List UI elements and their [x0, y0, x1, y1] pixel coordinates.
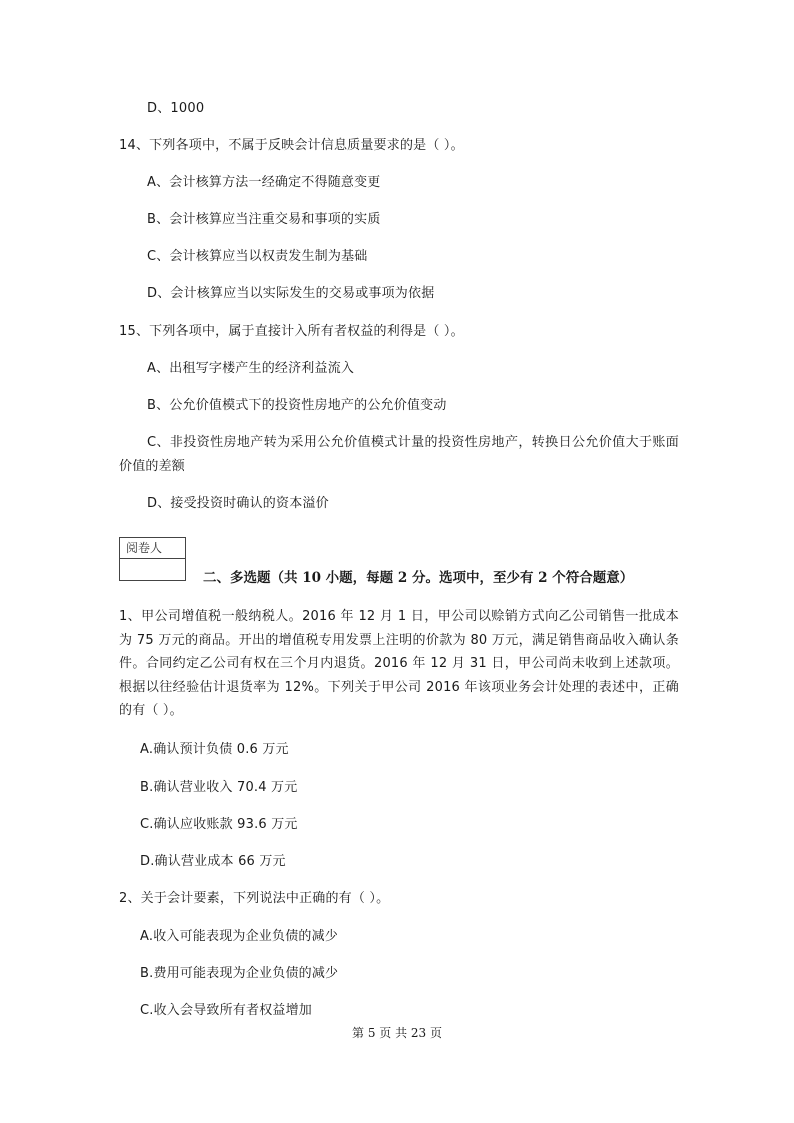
q15-option-d: D、接受投资时确认的资本溢价 — [147, 496, 329, 511]
mq1-option-d: D.确认营业成本 66 万元 — [140, 854, 286, 869]
mq2-option-c: C.收入会导致所有者权益增加 — [140, 1003, 313, 1018]
q14-option-d: D、会计核算应当以实际发生的交易或事项为依据 — [147, 286, 435, 301]
grader-label: 阅卷人 — [120, 538, 185, 559]
q15-option-a: A、出租写字楼产生的经济利益流入 — [147, 361, 355, 376]
q13-option-d: D、1000 — [147, 101, 205, 116]
page-number: 第 5 页 共 23 页 — [352, 1026, 442, 1040]
section-title: 二、多选题（共 10 小题，每题 2 分。选项中，至少有 2 个符合题意） — [203, 570, 634, 586]
q15-option-b: B、公允价值模式下的投资性房地产的公允价值变动 — [147, 398, 447, 413]
q14-stem: 14、下列各项中，不属于反映会计信息质量要求的是（ ）。 — [119, 138, 464, 153]
mq1-stem: 1、甲公司增值税一般纳税人。2016 年 12 月 1 日，甲公司以赊销方式向乙公司销售一批成本为 75 万元的商品。开出的增值税专用发票上注明的价款为 80 万元，满足销售商品收入确认条件。合同约定乙公司有权在三个月内退货。2016 年 12 月 31 日，甲公司尚未收到上述款项。根据以往经验估计退货率为 12%。下列关于甲公司 2016 年该项业务会计处理的表述中，正确的有（ ）。 — [119, 609, 679, 718]
mq1-option-c: C.确认应收账款 93.6 万元 — [140, 817, 298, 832]
q14-option-b: B、会计核算应当注重交易和事项的实质 — [147, 212, 381, 227]
mq2-option-a: A.收入可能表现为企业负债的减少 — [140, 929, 338, 944]
mq2-option-b: B.费用可能表现为企业负债的减少 — [140, 966, 339, 981]
q14-option-c: C、会计核算应当以权责发生制为基础 — [147, 249, 368, 264]
mq2-stem: 2、关于会计要素，下列说法中正确的有（ ）。 — [119, 891, 390, 906]
grader-box — [119, 537, 186, 581]
mq1-option-b: B.确认营业收入 70.4 万元 — [140, 780, 298, 795]
q15-option-c: C、非投资性房地产转为采用公允价值模式计量的投资性房地产，转换日公允价值大于账面价值的差额 — [119, 435, 679, 474]
mq1-option-a: A.确认预计负债 0.6 万元 — [140, 742, 289, 757]
q14-option-a: A、会计核算方法一经确定不得随意变更 — [147, 175, 381, 190]
q15-stem: 15、下列各项中，属于直接计入所有者权益的利得是（ ）。 — [119, 324, 464, 339]
